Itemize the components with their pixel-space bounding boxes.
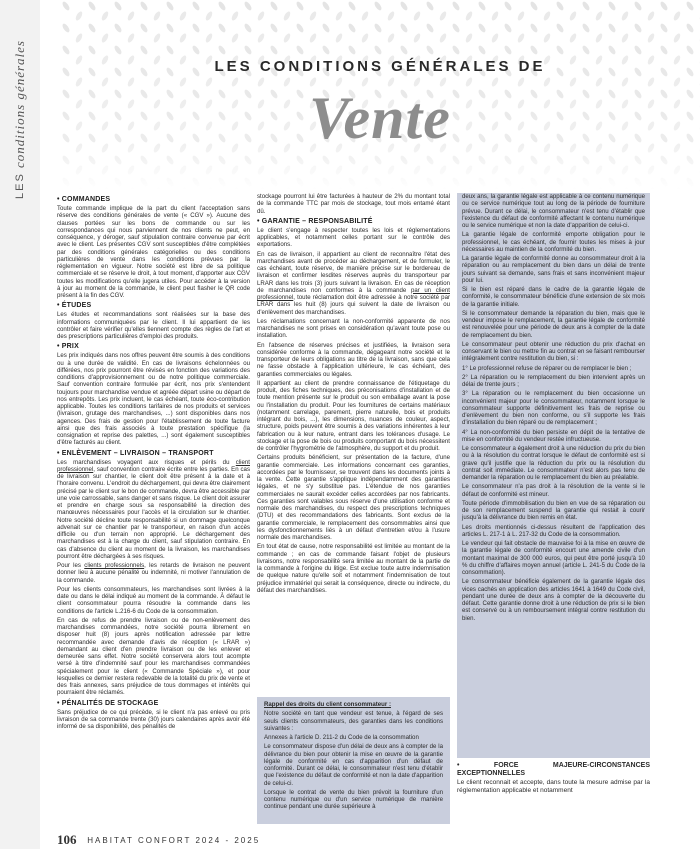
section-heading-force-majeure: • FORCE MAJEURE-CIRCONSTANCES EXCEPTIONNELLES <box>457 762 650 777</box>
footer-publication: HABITAT CONFORT 2024 - 2025 <box>87 836 261 845</box>
paragraph: 4° La non-conformité du bien persiste en dépit de la tentative de mise en conformité du vendeur restée infructueuse. <box>462 428 645 443</box>
paragraph: Le consommateur bénéficie également de la garantie légale des vices cachés en application des articles 1641 à 1649 du Code civil, pendant une durée de deux ans à compter de la découverte du défaut. Cette garantie donne droit à une réduction de prix si le bien est conservé ou à un remboursement intégral contre restitution du bien. <box>462 578 645 622</box>
consumer-rights-box <box>257 697 450 824</box>
paragraph <box>257 251 450 316</box>
paragraph: Toute commande implique de la part du client l'acceptation sans réserve des conditions générales de vente (« CGV »). Aucune des clauses portées sur les bons de commande ou sur les correspondances qui nous parviennent de nos clients ne peut, en conséquence, y déroger, sauf stipulation contraire convenue par écrit avec le client. Les présentes CGV sont susceptibles d'être complétées par des conditions générales catégorielles ou des conditions particulières de vente dans les conditions prévues par la réglementation en vigueur. Notre société est libre de sa politique commerciale et se réserve le droit, à tout moment, d'apporter aux CGV toutes les modifications qu'elle jugera utiles. Pour accéder à la version à jour au moment de la commande, le client peut flasher le QR code présent à la fin des CGV. <box>57 205 250 299</box>
paragraph: 1° Le professionnel refuse de réparer ou de remplacer le bien ; <box>462 364 632 372</box>
paragraph: Il appartient au client de prendre connaissance de l'étiquetage du produit, des fiches techniques, des préconisations d'installation et de toute mention présente sur le produit ou son emballage avant la pose ou l'installation du produit. Pour les fournitures de certains matériaux (notamment carrelage, parement, pierre naturelle, bois et produits intégrant du bois, ...), les dimensions, nuances de couleur, aspect, structure, poids peuvent être soumis à des variations inhérentes à leur fabrication ou à leur nature, entrant dans les tolérances d'usage. Le stockage et la pose de bois ou produits comportant du bois nécessitent de contrôler l'hygrométrie de l'atmosphère, du support et du produit. <box>257 379 450 452</box>
page-number: 106 <box>57 832 77 847</box>
paragraph <box>57 562 250 584</box>
text-run: Les marchandises voyagent aux risques et périls du <box>57 458 236 466</box>
paragraph: En tout état de cause, notre responsabilité est limitée au montant de la commande ; en cas de commande faisant l'objet de plusieurs livraisons, notre responsabilité sera limitée au montant de la partie de la commande à l'origine du litige. Est exclue toute autre indemnisation de quelque nature qu'elle soit et notamment l'indemnisation de tout préjudice immatériel qui serait la conséquence, directe ou indirecte, du défaut des marchandises. <box>257 543 450 594</box>
paragraph: Pour les clients consommateurs, les marchandises sont livrées à la date ou dans le délai indiqué au moment de la commande. À défaut le client consommateur pourra résoudre la commande dans les conditions de l'article L.216-6 du Code de la consommation. <box>57 585 250 615</box>
column-1 <box>57 193 250 732</box>
section-heading-stockage: • PÉNALITÉS DE STOCKAGE <box>57 699 159 707</box>
paragraph: Si le consommateur demande la réparation du bien, mais que le vendeur impose le remplacement, la garantie légale de conformité est renouvelée pour une période de deux ans à compter de la date de remplacement du bien. <box>462 309 645 339</box>
paragraph: Le consommateur peut obtenir une réduction du prix d'achat en conservant le bien ou mettre fin au contrat en se faisant rembourser intégralement contre restitution du bien, si : <box>462 340 645 363</box>
text-run: , sauf convention contraire écrite entre les parties. En cas de livraison sur chantier, le client doit être présent à la date et à l'horaire convenu. L'endroit du déchargement, qui devra être clairement précisé par le client sur le bon de commande, devra être accessible par une voie carrossable, sans danger et sans risque. Le client doit assurer et prendre en charge sous sa responsabilité la direction des manœuvres nécessaires pour l'accès et la circulation sur le chantier. Notre société décline toute responsabilité si un dommage quelconque advenait sur ce chantier par le transporteur, en raison d'un accès difficile ou d'un terrain non approprié. Le déchargement des marchandises est à la charge du client, sauf stipulation contraire. En cas d'absence du client au moment de la livraison, les marchandises pourront être déchargées à ses risques. <box>57 465 250 560</box>
page-footer <box>57 832 260 848</box>
text-run: , les retards de livraison ne peuvent donner lieu à aucune pénalité ou indemnité, ni motiver l'annulation de la commande. <box>57 562 250 584</box>
sidebar-caps: LES <box>14 172 26 200</box>
paragraph: En cas de refus de prendre livraison ou de non-enlèvement des marchandises commandées, notre société pourra librement en disposer huit (8) jours après notification adressée par lettre recommandée avec demande d'avis de réception (« LRAR ») demandant au client d'en prendre livraison ou de les enlever et demeurée sans effet. Notre société conservera alors tout acompte versé à titre d'indemnité sauf pour les marchandises commandées spécialement pour le client (« Commande Spéciale »), et pour lesquelles ce dernier restera redevable de la totalité du prix de vente et des frais annexes, sans préjudice de tous dommages et intérêts qui pourraient être réclamés. <box>57 616 250 697</box>
sidebar-title <box>12 40 30 199</box>
paragraph: Le consommateur n'a pas droit à la résolution de la vente si le défaut de conformité est mineur. <box>462 483 645 498</box>
section-heading-livraison: • ENLÈVEMENT – LIVRAISON – TRANSPORT <box>57 449 214 457</box>
paragraph: Lorsque le contrat de vente du bien prévoit la fourniture d'un contenu numérique ou d'un service numérique de manière continue pendant une durée supérieure à <box>264 788 443 811</box>
underlined-text: client professionnel <box>57 458 250 473</box>
section-heading-etudes: • ÉTUDES <box>57 302 92 310</box>
paragraph: Si le bien est réparé dans le cadre de la garantie légale de conformité, le consommateur bénéficie d'une extension de six mois de la garantie initiale. <box>462 286 645 308</box>
underlined-text: clients professionnels <box>84 562 145 569</box>
paragraph: Le consommateur a également droit à une réduction du prix du bien ou à la résolution du contrat lorsque le défaut de conformité est si grave qu'il justifie que la réduction du prix ou la résolution du contrat soit immédiate. Le consommateur n'est alors pas tenu de demander la réparation ou le remplacement du bien au préalable. <box>462 445 645 481</box>
paragraph: Les études et recommandations sont réalisées sur la base des informations communiquées par le client. Il lui appartient de les contrôler et faire vérifier qu'elles tiennent compte des règles de l'art et des prescriptions particulières d'emploi des produits. <box>57 311 250 340</box>
text-run: , toute réclamation doit être adressée à notre société par LRAR dans les huit (8) jours qui suivent la date de livraison ou d'enlèvement des marchandises. <box>257 294 450 316</box>
text-run: Pour les <box>57 562 85 569</box>
section-heading-garantie: • GARANTIE – RESPONSABILITÉ <box>257 217 373 225</box>
paragraph: Annexes à l'article D. 211-2 du Code de la consommation <box>264 734 419 741</box>
paragraph: La garantie légale de conformité donne au consommateur droit à la réparation ou au remplacement du bien dans un délai de trente jours suivant sa demande, sans frais et sans inconvénient majeur pour lui. <box>462 255 645 284</box>
text-run: En cas de livraison, il appartient au client de reconnaître l'état des marchandises avant de procéder au déchargement, et de formuler, le cas échéant, toute réserve, de manière précise sur le bordereau de livraison et confirmer lesdites réserves auprès du transporteur par LRAR dans les trois (3) jours suivant la livraison. En cas de réception de marchandises non conformes à la commande <box>257 250 450 294</box>
paragraph: Le client reconnait et accepte, dans toute la mesure admise par la réglementation applicable et notamment <box>457 779 650 794</box>
paragraph: 3° La réparation ou le remplacement du bien occasionne un inconvénient majeur pour le consommateur, notamment lorsque le consommateur supporte définitivement les frais de reprise ou d'enlèvement du bien non conforme, ou s'il supporte les frais d'installation du bien réparé ou de remplacement ; <box>462 390 645 427</box>
section-heading-commandes: • COMMANDES <box>57 196 111 203</box>
paragraph: Les réclamations concernant la non-conformité apparente de nos marchandises ne sont prises en considération qu'avant toute pose ou installation. <box>257 317 450 340</box>
paragraph: Les droits mentionnés ci-dessus résultent de l'application des articles L. 217-1 à L. 217-32 du Code de la consommation. <box>462 523 645 538</box>
paragraph: Le consommateur dispose d'un délai de deux ans à compter de la délivrance du bien pour obtenir la mise en œuvre de la garantie légale de conformité en cas d'apparition d'un défaut de conformité. Durant ce délai, le consommateur n'est tenu d'établir que l'existence du défaut de conformité et non la date d'apparition de celui-ci. <box>264 743 443 787</box>
paragraph: Les prix indiqués dans nos offres peuvent être soumis à des conditions ou à une durée de validité. En cas de livraisons échelonnées ou différées, nos prix pourront être révisés en fonction des variations des conditions d'approvisionnement ou de notre politique commerciale. Sauf convention contraire formulée par écrit, nos prix s'entendent toujours pour marchandise vendue et agréée départ usine ou départ de nos entrepôts. Les prix incluent, le cas échéant, toute éco-contribution applicable. Toutes les conditions tarifaires de nos produits et services (livraison, grutage des marchandises, ...) sont disponibles dans nos agences. Des frais de gestion pour l'établissement de toute facture ainsi que des frais associés à toute prestation spécifique (la consignation et reprise des palettes, ...) sont également susceptibles d'être facturés au client. <box>57 352 250 447</box>
paragraph: stockage pourront lui être facturées à hauteur de 2% du montant total de la commande TTC par mois de stockage, tout mois entamé étant dû. <box>257 193 450 215</box>
underlined-text: par un client professionnel <box>257 286 450 301</box>
paragraph <box>57 459 250 561</box>
page-title: Vente <box>309 85 451 151</box>
paragraph: Toute période d'immobilisation du bien en vue de sa réparation ou de son remplacement suspend la garantie qui restait à courir jusqu'à la délivrance du bien remis en état. <box>462 499 645 522</box>
paragraph: En l'absence de réserves précises et justifiées, la livraison sera considérée conforme à la commande, dégageant notre société et le transporteur de leurs obligations au titre de la livraison, sans que cela ne fasse obstacle à l'application ultérieure, le cas échéant, des garanties commerciales ou légales. <box>257 341 450 378</box>
paragraph: 2° La réparation ou le remplacement du bien intervient après un délai de trente jours ; <box>462 373 645 388</box>
column-3-bottom <box>457 762 650 794</box>
column-3 <box>457 193 650 624</box>
sidebar-italic: conditions générales <box>12 40 27 168</box>
paragraph: Sans préjudice de ce qui précède, si le client n'a pas enlevé ou pris livraison de sa commande trente (30) jours calendaires après avoir été informé de sa disponibilité, des pénalités de <box>57 708 250 730</box>
paragraph: deux ans, la garantie légale est applicable à ce contenu numérique ou ce service numérique tout au long de la période de fourniture prévue. Durant ce délai, le consommateur n'est tenu d'établir que l'existence du défaut de conformité affectant le contenu numérique ou le service numérique et non la date d'apparition de celui-ci. <box>462 193 645 229</box>
page-pretitle: LES CONDITIONS GÉNÉRALES DE <box>214 58 546 75</box>
paragraph: Le client s'engage à respecter toutes les lois et réglementations applicables, et notamment celles portant sur le contrôle des exportations. <box>257 226 450 249</box>
paragraph: La garantie légale de conformité emporte obligation pour le professionnel, le cas échéant, de fournir toutes les mises à jour nécessaires au maintien de la conformité du bien. <box>462 231 645 253</box>
column-2 <box>257 193 450 596</box>
section-heading-prix: • PRIX <box>57 343 79 351</box>
paragraph: Certains produits bénéficient, sur présentation de la facture, d'une garantie commerciale. Les informations concernant ces garanties, accordées par le fournisseur, se trouvent dans les documents joints à la vente. Cette garantie s'applique indépendamment des garanties légales, et ne s'y substitue pas. L'étendue de nos garanties commerciales ne saurait excéder celles accordées par nos fabricants. Ces garanties sont valables sous réserve d'une utilisation conforme et normale des marchandises, du respect des prescriptions techniques (DTU) et des recommandations des fabricants. Sont exclus de la garantie commerciale, le remplacement des consommables ainsi que les dysfonctionnements liés à un défaut d'entretien et/ou à l'usure normale des marchandises. <box>257 454 450 541</box>
box-title: Rappel des droits du client consommateur : <box>264 701 391 708</box>
paragraph: Le vendeur qui fait obstacle de mauvaise foi à la mise en œuvre de la garantie légale de conformité encourt une amende civile d'un montant maximal de 300 000 euros, qui peut être porté jusqu'à 10 % du chiffre d'affaires moyen annuel (article L. 241-5 du Code de la consommation). <box>462 540 645 576</box>
paragraph: Notre société en tant que vendeur est tenue, à l'égard de ses seuls clients consommateurs, des garanties dans les conditions suivantes : <box>264 710 443 732</box>
sidebar-band <box>0 0 40 849</box>
